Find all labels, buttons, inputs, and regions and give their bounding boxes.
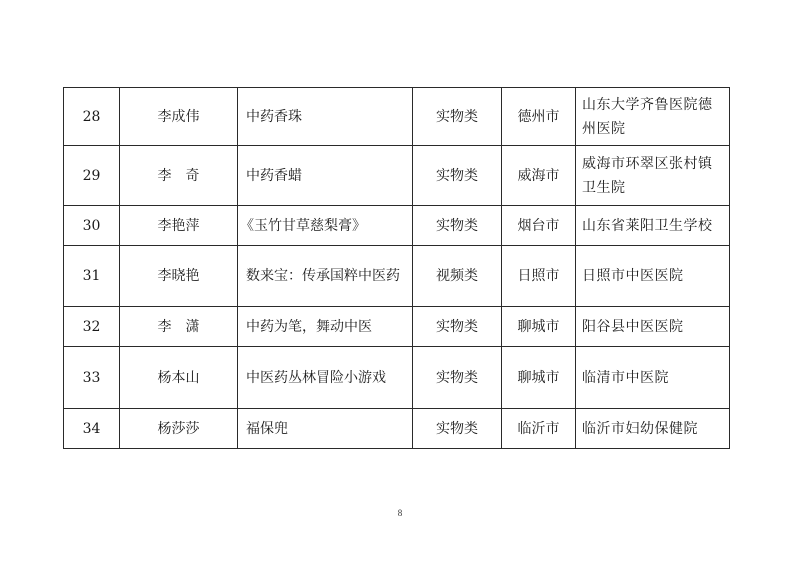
table-row <box>64 88 730 146</box>
table-row <box>64 146 730 206</box>
author-name: 李晓艳 <box>120 246 238 307</box>
work-title: 中药为笔，舞动中医 <box>238 307 413 347</box>
row-number: 33 <box>64 347 120 409</box>
work-category: 实物类 <box>413 307 502 347</box>
work-title: 中医药丛林冒险小游戏 <box>238 347 413 409</box>
row-number: 31 <box>64 246 120 307</box>
author-name: 李艳萍 <box>120 206 238 246</box>
work-category: 实物类 <box>413 347 502 409</box>
awards-table <box>63 87 730 449</box>
table-row <box>64 307 730 347</box>
work-title: 数来宝：传承国粹中医药 <box>238 246 413 307</box>
organization: 临清市中医院 <box>576 347 730 409</box>
table-row <box>64 206 730 246</box>
row-number: 28 <box>64 88 120 146</box>
work-title: 《玉竹甘草慈梨膏》 <box>238 206 413 246</box>
row-number: 32 <box>64 307 120 347</box>
city: 威海市 <box>502 146 576 206</box>
city: 聊城市 <box>502 307 576 347</box>
row-number: 29 <box>64 146 120 206</box>
work-title: 福保兜 <box>238 409 413 449</box>
city: 德州市 <box>502 88 576 146</box>
row-number: 34 <box>64 409 120 449</box>
table-row <box>64 347 730 409</box>
organization: 日照市中医医院 <box>576 246 730 307</box>
work-title: 中药香珠 <box>238 88 413 146</box>
organization: 临沂市妇幼保健院 <box>576 409 730 449</box>
table-row <box>64 246 730 307</box>
author-name: 李 潇 <box>120 307 238 347</box>
organization: 阳谷县中医医院 <box>576 307 730 347</box>
author-name: 李 奇 <box>120 146 238 206</box>
city: 日照市 <box>502 246 576 307</box>
page-number: 8 <box>397 508 403 518</box>
work-category: 实物类 <box>413 88 502 146</box>
row-number: 30 <box>64 206 120 246</box>
work-title: 中药香蜡 <box>238 146 413 206</box>
organization: 山东大学齐鲁医院德州医院 <box>576 88 730 146</box>
city: 聊城市 <box>502 347 576 409</box>
organization: 威海市环翠区张村镇卫生院 <box>576 146 730 206</box>
author-name: 杨莎莎 <box>120 409 238 449</box>
work-category: 实物类 <box>413 409 502 449</box>
author-name: 李成伟 <box>120 88 238 146</box>
table-row <box>64 409 730 449</box>
city: 临沂市 <box>502 409 576 449</box>
work-category: 实物类 <box>413 206 502 246</box>
organization: 山东省莱阳卫生学校 <box>576 206 730 246</box>
work-category: 视频类 <box>413 246 502 307</box>
city: 烟台市 <box>502 206 576 246</box>
work-category: 实物类 <box>413 146 502 206</box>
author-name: 杨本山 <box>120 347 238 409</box>
